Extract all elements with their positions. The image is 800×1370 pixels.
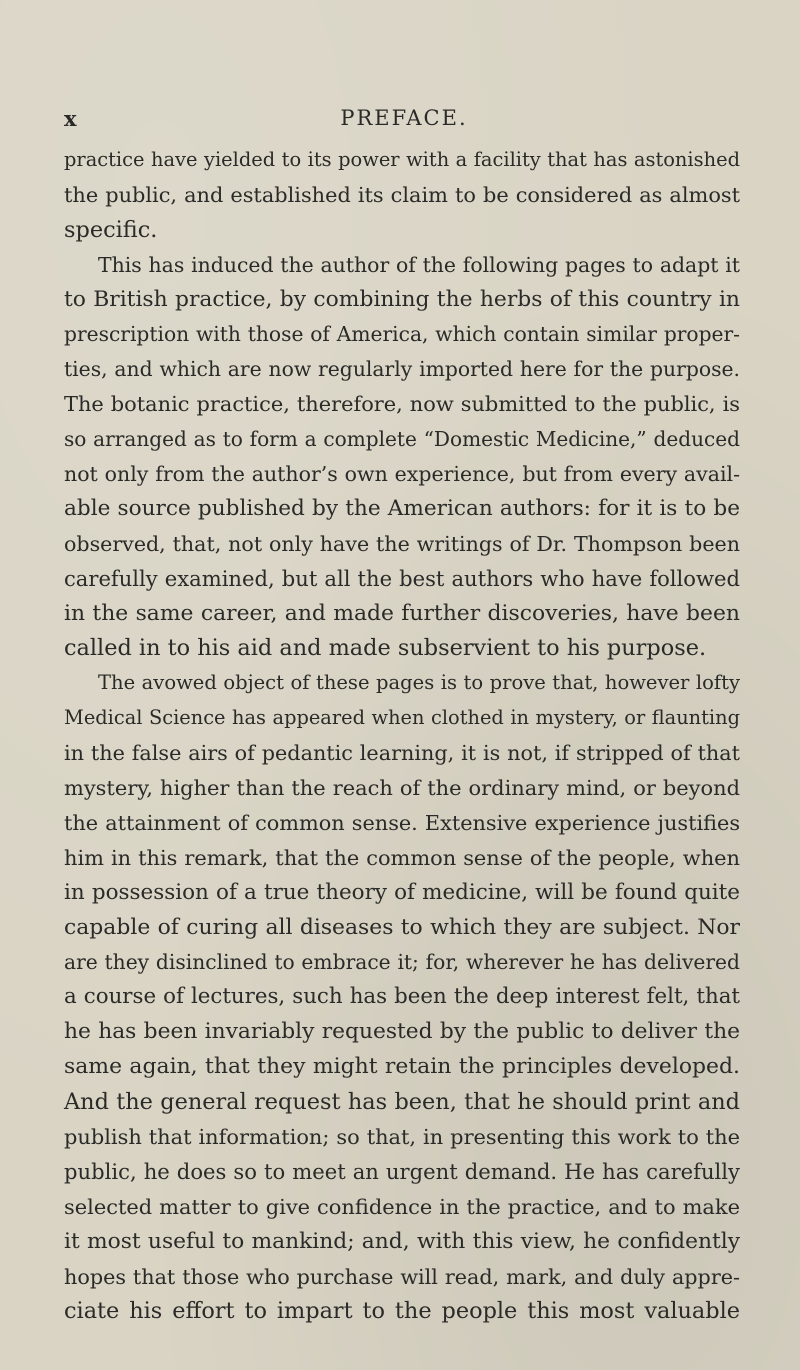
text-line: ties, and which are now regularly imported here for the purpose. [64, 357, 740, 382]
text-line: same again, that they might retain the principles developed. [64, 1054, 740, 1080]
text-line: to British practice, by combining the herbs of this country in [64, 286, 740, 312]
text-line: public, he does so to meet an urgent demand. He has carefully [64, 1158, 740, 1184]
text-line: And the general request has been, that he should print and [64, 1089, 740, 1116]
text-line: the public, and established its claim to be considered as almost [64, 182, 740, 207]
text-line: The botanic practice, therefore, now submitted to the public, is [64, 392, 740, 417]
text-line: capable of curing all diseases to which they are subject. Nor [64, 914, 740, 940]
text-line: observed, that, not only have the writings of Dr. Thompson been [64, 531, 740, 556]
text-line: so arranged as to form a complete “Domestic Medicine,” deduced [64, 427, 740, 452]
text-line: it most useful to mankind; and, with this view, he confidently [64, 1228, 740, 1254]
text-line: mystery, higher than the reach of the ordinary mind, or beyond [64, 776, 740, 801]
page-number: x [64, 106, 78, 131]
text-line: he has been invariably requested by the public to deliver the [64, 1019, 740, 1045]
text-line: able source published by the American authors: for it is to be [64, 495, 740, 521]
text-line: carefully examined, but all the best authors who have followed [64, 565, 740, 591]
text-line: called in to his aid and made subservient to his purpose. [64, 635, 707, 662]
text-line: the attainment of common sense. Extensive experience justifies [64, 810, 740, 835]
text-line: selected matter to give confidence in the practice, and to make [64, 1194, 740, 1219]
paragraph-start-line: The avowed object of these pages is to prove that, however lofty [98, 671, 740, 695]
text-line: Medical Science has appeared when clothed in mystery, or flaunting [64, 706, 740, 730]
body-text [64, 143, 740, 1329]
page-header [64, 106, 744, 136]
text-line: ciate his effort to impart to the people this most valuable [64, 1298, 740, 1325]
text-line: a course of lectures, such has been the deep interest felt, that [64, 984, 740, 1010]
running-title: PREFACE. [340, 106, 468, 130]
text-line: prescription with those of America, which contain similar proper- [64, 322, 740, 347]
text-line: hopes that those who purchase will read, mark, and duly appre- [64, 1264, 740, 1289]
text-line: specific. [64, 216, 158, 243]
text-line: in the same career, and made further discoveries, have been [64, 600, 740, 626]
paragraph-start-line: This has induced the author of the following pages to adapt it [98, 252, 740, 277]
text-line: practice have yielded to its power with a facility that has astonished [64, 148, 740, 171]
text-line: not only from the author’s own experience, but from every avail- [64, 462, 740, 487]
text-line: publish that information; so that, in presenting this work to the [64, 1124, 740, 1149]
text-line: in the false airs of pedantic learning, it is not, if stripped of that [64, 741, 740, 766]
text-line: are they disinclined to embrace it; for, wherever he has delivered [64, 950, 740, 975]
text-line: in possession of a true theory of medicine, will be found quite [64, 879, 740, 905]
text-line: him in this remark, that the common sense of the people, when [64, 845, 740, 870]
